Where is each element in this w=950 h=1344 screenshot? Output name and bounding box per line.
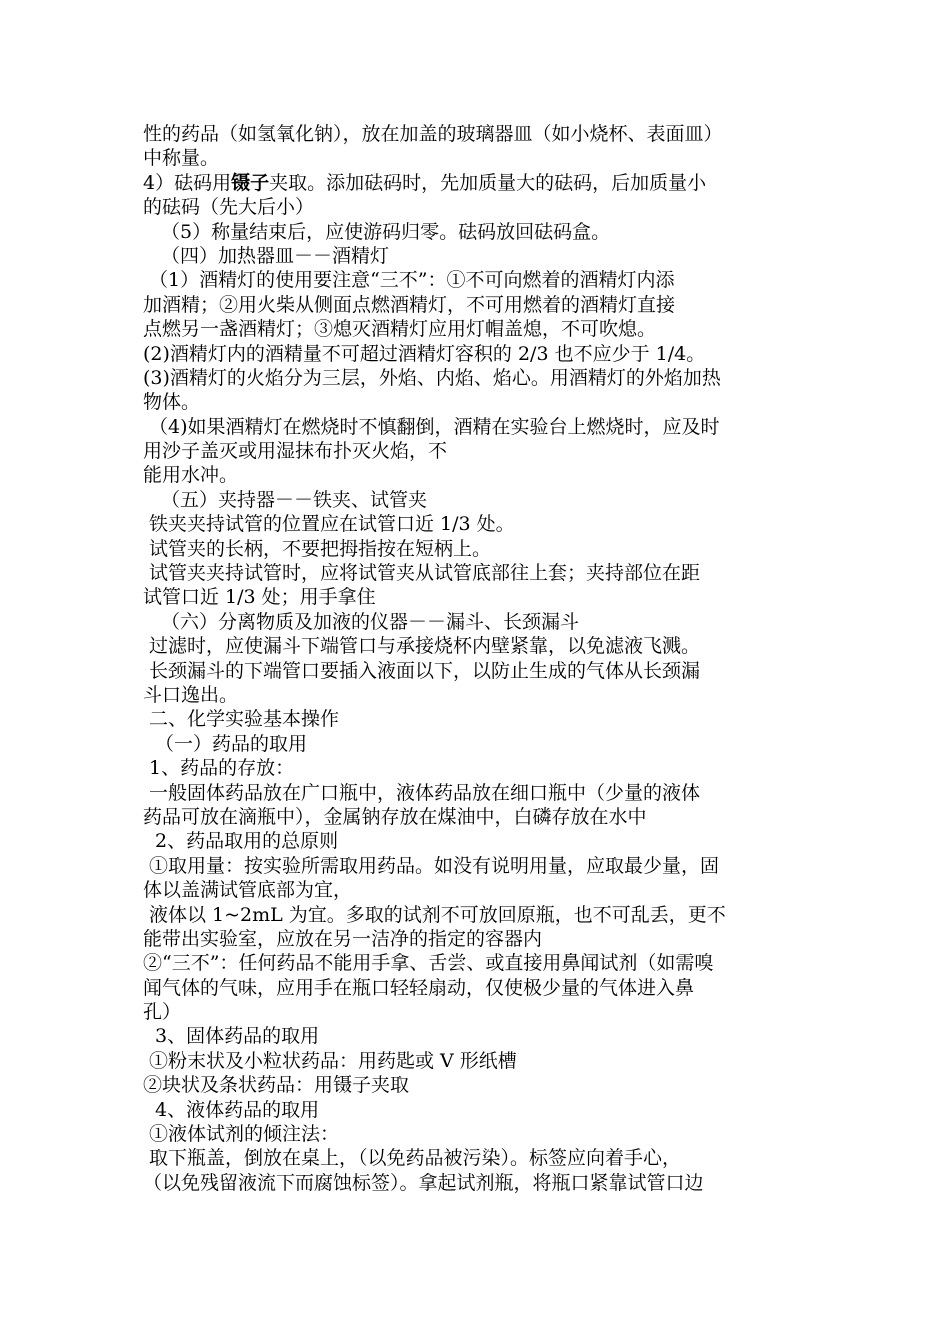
text-line: 性的药品（如氢氧化钠），放在加盖的玻璃器皿（如小烧杯、表面皿） bbox=[143, 123, 723, 145]
text-line: (2)酒精灯内的酒精量不可超过酒精灯容积的 2/3 也不应少于 1/4。 bbox=[143, 342, 706, 365]
document-body bbox=[143, 122, 811, 1195]
text-line: （1）酒精灯的使用要注意“三不”：①不可向燃着的酒精灯内添 bbox=[149, 269, 675, 292]
text-line: ②块状及条状药品：用镊子夹取 bbox=[143, 1074, 410, 1097]
text-line: 试管口近 1/3 处；用手拿住 bbox=[143, 586, 376, 609]
bold-term: 镊子 bbox=[231, 171, 270, 194]
text-line: 点燃另一盏酒精灯；③熄灭酒精灯应用灯帽盖熄，不可吹熄。 bbox=[143, 318, 657, 341]
text-line: 长颈漏斗的下端管口要插入液面以下，以防止生成的气体从长颈漏 bbox=[149, 659, 701, 682]
text-line: 液体以 1~2mL 为宜。多取的试剂不可放回原瓶，也不可乱丢，更不 bbox=[149, 903, 726, 926]
section-heading: （五）夹持器－－铁夹、试管夹 bbox=[161, 488, 428, 511]
subsection-heading: 1、药品的存放： bbox=[149, 757, 295, 780]
text-line: 的砝码（先大后小） bbox=[143, 196, 315, 219]
text-line: 加酒精；②用火柴从侧面点燃酒精灯，不可用燃着的酒精灯直接 bbox=[143, 293, 676, 316]
text-line: （4)如果酒精灯在燃烧时不慎翻倒，酒精在实验台上燃烧时，应及时 bbox=[149, 415, 720, 438]
text-segment: 4）砝码用 bbox=[143, 171, 232, 194]
text-line: 药品可放在滴瓶中），金属钠存放在煤油中，白磷存放在水中 bbox=[143, 805, 647, 828]
text-line: 铁夹夹持试管的位置应在试管口近 1/3 处。 bbox=[149, 513, 515, 536]
text-line: 一般固体药品放在广口瓶中，液体药品放在细口瓶中（少量的液体 bbox=[149, 781, 701, 804]
text-line: 能用水冲。 bbox=[143, 464, 239, 487]
text-line: 取下瓶盖，倒放在桌上，（以免药品被污染）。标签应向着手心， bbox=[149, 1147, 682, 1170]
text-line: ①液体试剂的倾注法： bbox=[149, 1123, 340, 1146]
text-line: （5）称量结束后，应使游码归零。砝码放回砝码盒。 bbox=[161, 220, 611, 243]
text-line: 斗口逸出。 bbox=[143, 683, 239, 706]
text-line: ①粉末状及小粒状药品：用药匙或 V 形纸槽 bbox=[149, 1049, 517, 1072]
subsection-heading: 3、固体药品的取用 bbox=[155, 1025, 320, 1048]
text-line: 过滤时，应使漏斗下端管口与承接烧杯内壁紧靠，以免滤液飞溅。 bbox=[149, 635, 701, 658]
text-line: 能带出实验室，应放在另一洁净的指定的容器内 bbox=[143, 927, 543, 950]
section-heading: （四）加热器皿－－酒精灯 bbox=[161, 244, 390, 267]
text-line: 试管夹的长柄，不要把拇指按在短柄上。 bbox=[149, 537, 492, 560]
text-line: 用沙子盖灭或用湿抹布扑灭火焰，不 bbox=[143, 440, 448, 463]
text-line: ②“三不”：任何药品不能用手拿、舌尝、或直接用鼻闻试剂（如需嗅 bbox=[143, 952, 714, 975]
text-line: ①取用量：按实验所需取用药品。如没有说明用量，应取最少量，固 bbox=[149, 854, 720, 877]
text-line: 试管夹夹持试管时，应将试管夹从试管底部往上套；夹持部位在距 bbox=[149, 562, 701, 585]
subsection-heading: 2、药品取用的总原则 bbox=[155, 830, 339, 853]
section-heading: （六）分离物质及加液的仪器－－漏斗、长颈漏斗 bbox=[161, 610, 580, 633]
text-line bbox=[143, 171, 811, 195]
text-line: （以免残留液流下而腐蚀标签）。拿起试剂瓶，将瓶口紧靠试管口边 bbox=[143, 1171, 704, 1194]
text-line: 物体。 bbox=[143, 391, 201, 414]
chapter-heading: 二、化学实验基本操作 bbox=[149, 708, 340, 731]
text-segment: 夹取。添加砝码时，先加质量大的砝码，后加质量小 bbox=[269, 171, 707, 194]
subsection-heading: 4、液体药品的取用 bbox=[155, 1098, 320, 1121]
text-line: 中称量。 bbox=[143, 147, 220, 170]
section-heading: （一）药品的取用 bbox=[155, 732, 308, 755]
text-line: 闻气体的气味，应用手在瓶口轻轻扇动，仅使极少量的气体进入鼻 bbox=[143, 976, 695, 999]
text-line: (3)酒精灯的火焰分为三层，外焰、内焰、焰心。用酒精灯的外焰加热 bbox=[143, 366, 721, 389]
text-line: 体以盖满试管底部为宜， bbox=[143, 879, 353, 902]
text-line: 孔） bbox=[143, 1001, 182, 1024]
